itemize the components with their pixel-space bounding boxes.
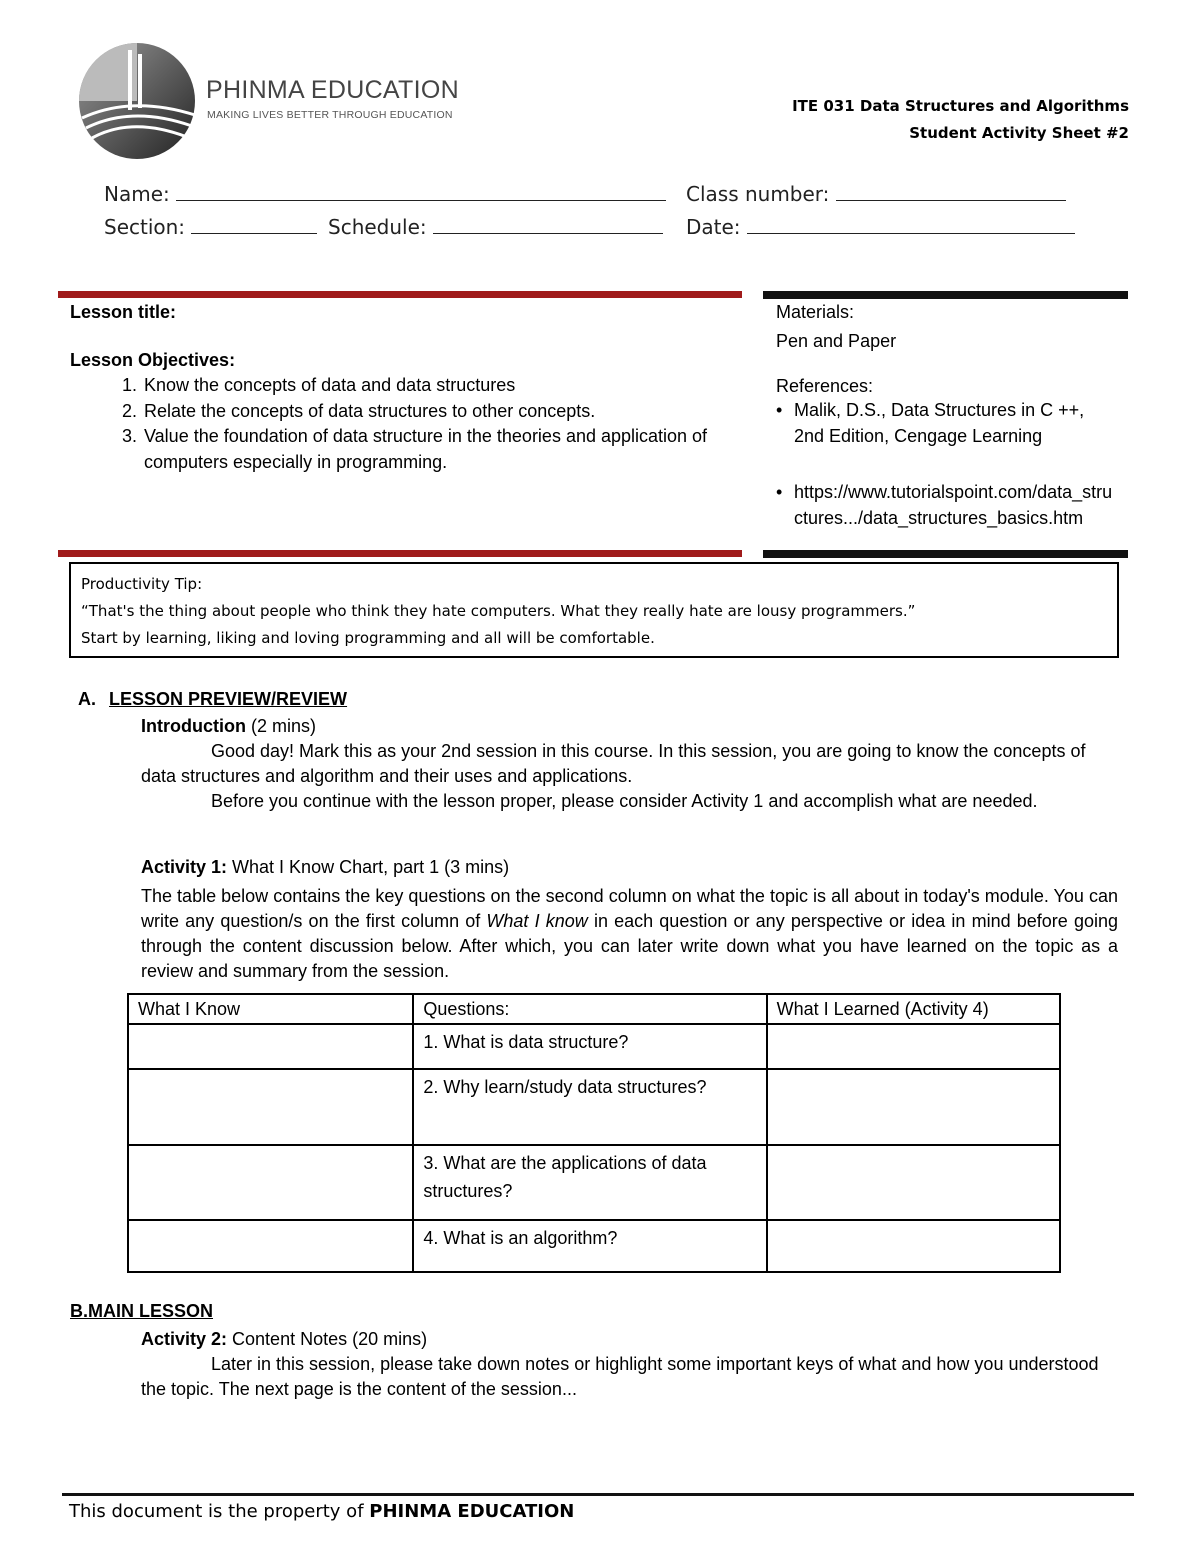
bullet-icon: •	[776, 482, 783, 502]
table-row	[128, 1145, 1060, 1220]
name-field[interactable]	[104, 182, 666, 206]
activity1-emphasis: What I know	[486, 911, 588, 931]
course-title: ITE 031 Data Structures and Algorithms	[792, 97, 1129, 115]
activity2-paragraph: Later in this session, please take down notes or highlight some important keys of what and how you understood the topic. The next page is the content of the session...	[141, 1354, 1099, 1399]
what-i-learned-cell[interactable]	[767, 1024, 1060, 1069]
table-row	[128, 1024, 1060, 1069]
productivity-tip-box	[69, 562, 1119, 658]
activity2-heading	[141, 1327, 427, 1352]
sheet-title: Student Activity Sheet #2	[909, 124, 1129, 142]
table-row	[128, 1069, 1060, 1145]
what-i-learned-cell[interactable]	[767, 1145, 1060, 1220]
lesson-objectives-label: Lesson Objectives:	[70, 350, 236, 370]
reference-item	[776, 398, 1116, 449]
section-b-heading: B.MAIN LESSON	[70, 1301, 214, 1321]
section-a-title: LESSON PREVIEW/REVIEW	[109, 689, 348, 709]
schedule-field[interactable]	[328, 215, 663, 239]
intro-paragraph-2: Before you continue with the lesson proper, please consider Activity 1 and accomplish what are needed.	[211, 791, 1038, 811]
what-i-know-cell[interactable]	[128, 1145, 413, 1220]
name-blank[interactable]	[176, 182, 666, 201]
footer-owner: PHINMA EDUCATION	[369, 1501, 575, 1522]
date-blank[interactable]	[747, 215, 1075, 234]
activity2-label: Activity 2:	[141, 1329, 228, 1349]
what-i-learned-cell[interactable]	[767, 1220, 1060, 1272]
what-i-know-cell[interactable]	[128, 1069, 413, 1145]
what-i-know-chart	[127, 993, 1061, 1273]
footer-prefix: This document is the property of	[69, 1501, 370, 1522]
class-number-field[interactable]	[686, 182, 1066, 206]
brand-name: PHINMA EDUCATION	[206, 76, 459, 104]
materials-bottom-bar	[763, 550, 1128, 558]
reference-link[interactable]: https://www.tutorialspoint.com/data_structures.../data_structures_basics.htm	[794, 482, 1113, 528]
schedule-blank[interactable]	[433, 215, 663, 234]
question-cell: 2. Why learn/study data structures?	[413, 1069, 766, 1145]
class-number-label: Class number:	[686, 182, 830, 206]
bullet-icon: •	[776, 400, 783, 420]
table-header: What I Know	[128, 994, 413, 1024]
what-i-know-cell[interactable]	[128, 1024, 413, 1069]
references-label: References:	[776, 376, 874, 396]
objective-item: 3. Value the foundation of data structure in the theories and application of computers especially in programming.	[142, 424, 712, 475]
activity1-paragraph	[141, 884, 1118, 984]
footer-divider	[62, 1493, 1134, 1496]
what-i-learned-cell[interactable]	[767, 1069, 1060, 1145]
lesson-top-bar	[58, 291, 742, 298]
question-cell: 3. What are the applications of data structures?	[413, 1145, 766, 1220]
date-field[interactable]	[686, 215, 1075, 239]
tip-line: Start by learning, liking and loving programming and all will be comfortable.	[81, 629, 655, 647]
activity1-label: Activity 1:	[141, 857, 228, 877]
activity1-title: What I Know Chart, part 1 (3 mins)	[227, 857, 510, 877]
what-i-know-cell[interactable]	[128, 1220, 413, 1272]
section-blank[interactable]	[191, 215, 317, 234]
materials-label: Materials:	[776, 302, 855, 322]
section-label: Section:	[104, 215, 186, 239]
name-label: Name:	[104, 182, 170, 206]
date-label: Date:	[686, 215, 741, 239]
lesson-title-label: Lesson title:	[70, 302, 177, 322]
objectives-list	[72, 373, 712, 475]
footer-text	[69, 1501, 574, 1522]
tip-quote: “That's the thing about people who think they hate computers. What they really hate are lousy programmers.”	[81, 602, 916, 620]
objectives-list-wrap	[72, 373, 712, 475]
intro-paragraph-1: Good day! Mark this as your 2nd session in this course. In this session, you are going to know the concepts of data structures and algorithm and their uses and applications.	[141, 741, 1086, 786]
question-cell: 4. What is an algorithm?	[413, 1220, 766, 1272]
table-header-row	[128, 994, 1060, 1024]
materials-value: Pen and Paper	[776, 331, 897, 351]
activity1-text: in each question or any perspective or idea in mind before going through the content discussion below. After which, you can later write down what you have learned on the topic as a review and summary from the session.	[141, 911, 1118, 981]
objective-item: 1. Know the concepts of data and data structures	[142, 373, 712, 399]
section-a-heading	[78, 687, 347, 712]
phinma-logo-icon	[72, 40, 202, 162]
schedule-label: Schedule:	[328, 215, 427, 239]
table-header: Questions:	[413, 994, 766, 1024]
table-row	[128, 1220, 1060, 1272]
intro-label: Introduction	[141, 716, 246, 736]
activity1-text: The table below contains the key questions on the second column on what the topic is all about in today's module. You can write any question/s on the first column of	[141, 886, 1118, 931]
materials-top-bar	[763, 291, 1128, 299]
brand-tagline: MAKING LIVES BETTER THROUGH EDUCATION	[207, 109, 453, 121]
question-cell: 1. What is data structure?	[413, 1024, 766, 1069]
activity2-title: Content Notes (20 mins)	[227, 1329, 428, 1349]
reference-item[interactable]	[776, 480, 1116, 531]
table-header: What I Learned (Activity 4)	[767, 994, 1060, 1024]
intro-heading	[141, 714, 316, 739]
reference-text: Malik, D.S., Data Structures in C ++, 2nd Edition, Cengage Learning	[794, 400, 1085, 446]
activity1-heading	[141, 855, 509, 880]
tip-label: Productivity Tip:	[81, 575, 203, 593]
section-a-letter: A.	[78, 689, 96, 709]
section-field[interactable]	[104, 215, 317, 239]
intro-time: (2 mins)	[245, 716, 316, 736]
lesson-bottom-bar	[58, 550, 742, 557]
class-number-blank[interactable]	[836, 182, 1066, 201]
objective-item: 2. Relate the concepts of data structures to other concepts.	[142, 399, 712, 425]
